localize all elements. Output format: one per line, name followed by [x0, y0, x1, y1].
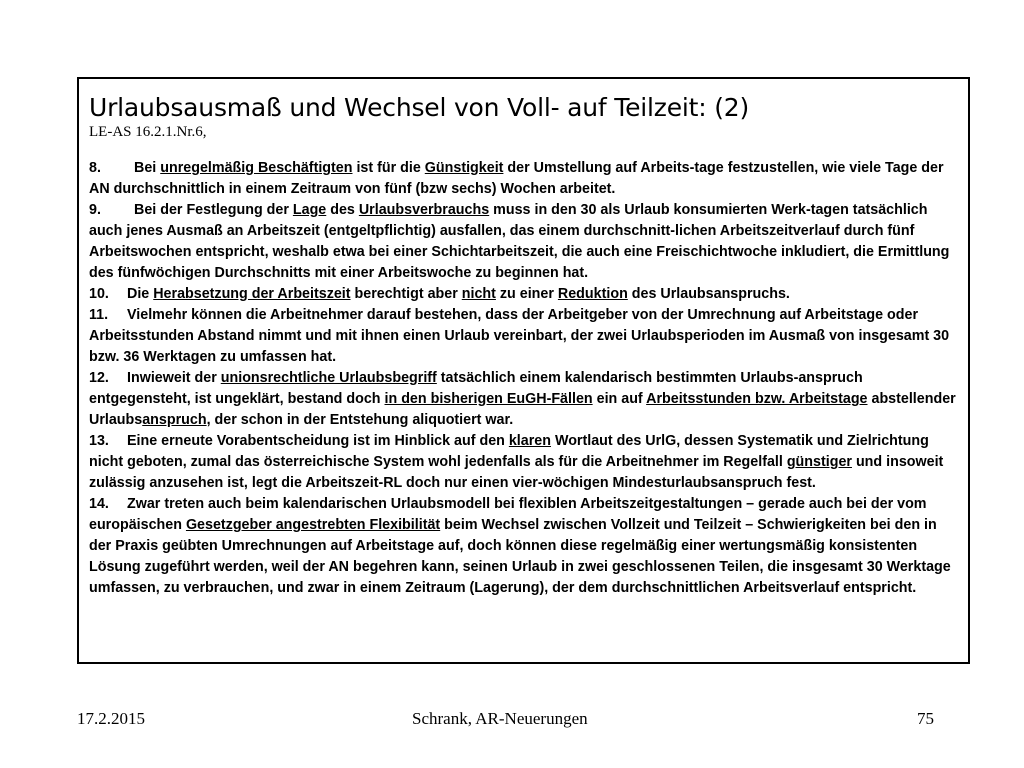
underlined-text: Urlaubsverbrauchs — [358, 202, 490, 218]
footer-author: Schrank, AR-Neuerungen — [412, 709, 588, 728]
paragraph-item — [89, 494, 958, 599]
underlined-text: Herabsetzung der Arbeitszeit — [153, 286, 351, 302]
underlined-text: in den bisherigen EuGH-Fällen — [384, 391, 593, 407]
paragraph-text: Eine erneute Vorabentscheidung ist im Hinblick auf den — [127, 433, 509, 449]
paragraph-text: tatsächlich einem kalendarisch bestimmten Urlaubs-anspruch entgegensteht, ist ungeklärt, bestand doch — [89, 370, 863, 407]
paragraph-number: 13. — [89, 433, 109, 449]
paragraph-text: des Urlaubsanspruchs. — [627, 286, 790, 302]
underlined-text: günstiger — [786, 454, 852, 470]
paragraph-text: ist für die — [352, 160, 425, 176]
paragraph-text: Bei — [134, 160, 161, 176]
paragraph-text: und insoweit zulässig anzusehen ist, legt die Arbeitszeit-RL doch nur einen vier-wöchigen Mindesturlaubsanspruch fest. — [89, 454, 944, 491]
paragraph-text: Vielmehr können die Arbeitnehmer darauf bestehen, dass der Arbeitgeber von der Umrechnung auf Arbeitstage oder Arbeitsstunden Abstand nimmt und mit ihnen einen Urlaub vereinbart, der zwei Urlaubsperioden im Ausmaß von insgesamt 30 bzw. 36 Werktagen zu umfassen hat. — [89, 307, 950, 365]
underlined-text: Günstigkeit — [424, 160, 504, 176]
paragraph-item — [89, 431, 958, 494]
underlined-text: Lage — [292, 202, 327, 218]
paragraph-item — [89, 284, 958, 305]
paragraph-text: , der schon in der Entstehung aliquotiert war. — [206, 412, 514, 428]
paragraph-text: abstellender Urlaubs — [89, 391, 956, 428]
paragraph-text: beim Wechsel zwischen Vollzeit und Teilzeit – Schwierigkeiten bei den in der Praxis geübten Umrechnungen auf Arbeitstage auf, doch können diese regelmäßig einer wertungsmäßig konsistenten Lösung zugeführt werden, weil der AN begehren kann, seinen Urlaub in zwei geschlossenen Teilen, die insgesamt 30 Werktage umfassen, zu verbrauchen, und zwar in einem Zeitraum (Lagerung), der dem durchschnittlichen Arbeitsverlauf entspricht. — [89, 517, 951, 596]
paragraph-text: Bei der Festlegung der — [134, 202, 293, 218]
paragraph-number: 8. — [89, 160, 101, 176]
paragraph-text: muss in den 30 als Urlaub konsumierten Werk-tagen tatsächlich auch jenes Ausmaß an Arbeitszeit (entgeltpflichtig) ausfallen, das einem durchschnitt-lichen Arbeitszeitverlauf durch fünf Arbeitswochen entspricht, weshalb etwa bei einer Schichtarbeitszeit, die auch eine Freischichtwoche inkludiert, die Ermittlung des fünfwöchigen Durchschnitts mit einer Arbeitswoche zu beginnen hat. — [89, 202, 950, 281]
underlined-text: Gesetzgeber angestrebten Flexibilität — [185, 517, 441, 533]
underlined-text: Reduktion — [557, 286, 628, 302]
paragraph-text: Wortlaut des UrlG, dessen Systematik und Zielrichtung nicht geboten, zumal das österreichische System wohl jedenfalls als für die Arbeitnehmer im Regelfall — [89, 433, 929, 470]
paragraph-item — [89, 200, 958, 284]
underlined-text: klaren — [508, 433, 551, 449]
underlined-text: Arbeitsstunden bzw. Arbeitstage — [646, 391, 868, 407]
underlined-text: anspruch — [142, 412, 207, 428]
underlined-text: nicht — [461, 286, 496, 302]
paragraph-number: 9. — [89, 202, 101, 218]
paragraph-item — [89, 305, 958, 368]
paragraph-text: Die — [127, 286, 154, 302]
paragraph-text: der Umstellung auf Arbeits-tage festzustellen, wie viele Tage der AN durchschnittlich in einem Zeitraum von fünf (bzw sechs) Wochen arbeitet. — [89, 160, 944, 197]
paragraph-item — [89, 368, 958, 431]
paragraph-text: zu einer — [495, 286, 558, 302]
underlined-text: unionsrechtliche Urlaubsbegriff — [220, 370, 437, 386]
paragraph-item — [89, 158, 958, 200]
paragraph-number: 14. — [89, 496, 109, 512]
footer-page-number: 75 — [917, 709, 934, 728]
paragraph-text: Inwieweit der — [127, 370, 221, 386]
footer-date: 17.2.2015 — [77, 709, 145, 728]
paragraph-number: 12. — [89, 370, 109, 386]
underlined-text: unregelmäßig Beschäftigten — [160, 160, 353, 176]
paragraph-number: 11. — [89, 307, 109, 323]
paragraph-text: ein auf — [592, 391, 647, 407]
paragraph-text: Zwar treten auch beim kalendarischen Urlaubsmodell bei flexiblen Arbeitszeitgestaltungen – gerade auch bei der vom europäischen — [89, 496, 927, 533]
paragraph-text: berechtigt aber — [350, 286, 462, 302]
paragraph-text: des — [326, 202, 359, 218]
paragraph-number: 10. — [89, 286, 109, 302]
slide-title: Urlaubsausmaß und Wechsel von Voll- auf Teilzeit: (2) — [89, 93, 750, 122]
slide-subtitle: LE-AS 16.2.1.Nr.6, — [89, 124, 207, 140]
paragraph-list — [89, 158, 958, 599]
slide-content-box — [77, 77, 970, 664]
